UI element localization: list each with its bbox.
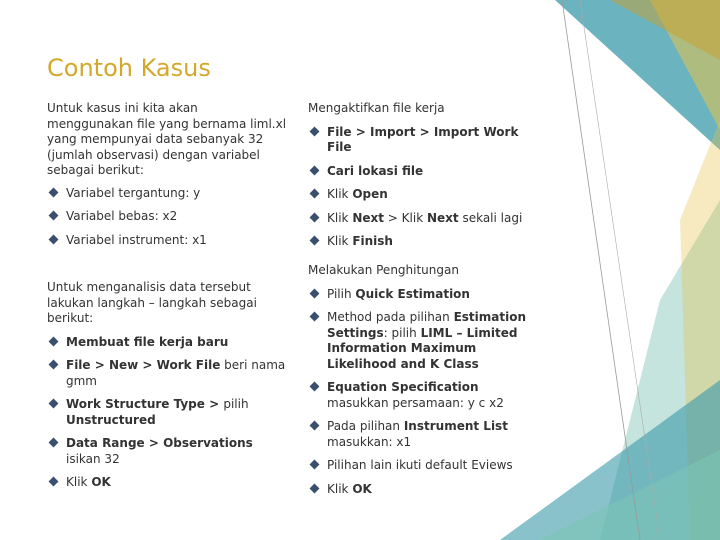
list-item: Method pada pilihan Estimation Settings: pilih LIML – Limited Information Maximum Likelihood and K Class bbox=[308, 310, 536, 372]
slide-title: Contoh Kasus bbox=[47, 54, 211, 82]
diamond-bullet-icon bbox=[310, 483, 320, 493]
calc-list bbox=[308, 287, 536, 498]
activate-list bbox=[308, 125, 536, 250]
diamond-bullet-icon bbox=[49, 360, 59, 370]
list-item: File > New > Work File beri nama gmm bbox=[47, 358, 287, 389]
right-column bbox=[308, 101, 536, 250]
diamond-bullet-icon bbox=[310, 236, 320, 246]
list-item: Membuat file kerja baru bbox=[47, 335, 287, 351]
list-item: Pilihan lain ikuti default Eviews bbox=[308, 458, 536, 474]
steps-intro-paragraph: Untuk menganalisis data tersebut lakukan langkah – langkah sebagai berikut: bbox=[47, 280, 257, 325]
list-item: Equation Specification masukkan persamaan: y c x2 bbox=[308, 380, 536, 411]
left-steps-column bbox=[47, 280, 287, 491]
diamond-bullet-icon bbox=[310, 126, 320, 136]
list-item: Work Structure Type > pilih Unstructured bbox=[47, 397, 287, 428]
list-item: Klik OK bbox=[47, 475, 287, 491]
list-item: Cari lokasi file bbox=[308, 164, 536, 180]
right-calc-column bbox=[308, 263, 536, 497]
list-item: Pilih Quick Estimation bbox=[308, 287, 536, 303]
diamond-bullet-icon bbox=[310, 212, 320, 222]
diamond-bullet-icon bbox=[310, 382, 320, 392]
diamond-bullet-icon bbox=[49, 187, 59, 197]
list-item: Data Range > Observations isikan 32 bbox=[47, 436, 287, 467]
thin-line bbox=[562, 0, 640, 540]
left-column bbox=[47, 101, 287, 248]
diamond-bullet-icon bbox=[310, 421, 320, 431]
list-item: Pada pilihan Instrument List masukkan: x1 bbox=[308, 419, 536, 450]
list-item: Klik OK bbox=[308, 482, 536, 498]
diamond-bullet-icon bbox=[49, 234, 59, 244]
list-item: Klik Next > Klik Next sekali lagi bbox=[308, 211, 536, 227]
diamond-bullet-icon bbox=[310, 288, 320, 298]
diamond-bullet-icon bbox=[49, 477, 59, 487]
list-item: Variabel bebas: x2 bbox=[47, 209, 287, 225]
list-item: Variabel tergantung: y bbox=[47, 186, 287, 202]
heading-penghitungan: Melakukan Penghitungan bbox=[308, 263, 459, 277]
diamond-bullet-icon bbox=[310, 165, 320, 175]
diamond-bullet-icon bbox=[310, 189, 320, 199]
diamond-bullet-icon bbox=[310, 460, 320, 470]
list-item: Klik Finish bbox=[308, 234, 536, 250]
variable-list bbox=[47, 186, 287, 249]
list-item: Klik Open bbox=[308, 187, 536, 203]
steps-list bbox=[47, 335, 287, 491]
list-item: Variabel instrument: x1 bbox=[47, 233, 287, 249]
diamond-bullet-icon bbox=[49, 438, 59, 448]
diamond-bullet-icon bbox=[49, 399, 59, 409]
heading-mengaktifkan: Mengaktifkan file kerja bbox=[308, 101, 445, 115]
diamond-bullet-icon bbox=[310, 312, 320, 322]
intro-paragraph: Untuk kasus ini kita akan menggunakan file yang bernama liml.xl yang mempunyai data sebanyak 32 (jumlah observasi) dengan variabel sebagai berikut: bbox=[47, 101, 287, 177]
diamond-bullet-icon bbox=[49, 336, 59, 346]
list-item: File > Import > Import Work File bbox=[308, 125, 536, 156]
diamond-bullet-icon bbox=[49, 211, 59, 221]
